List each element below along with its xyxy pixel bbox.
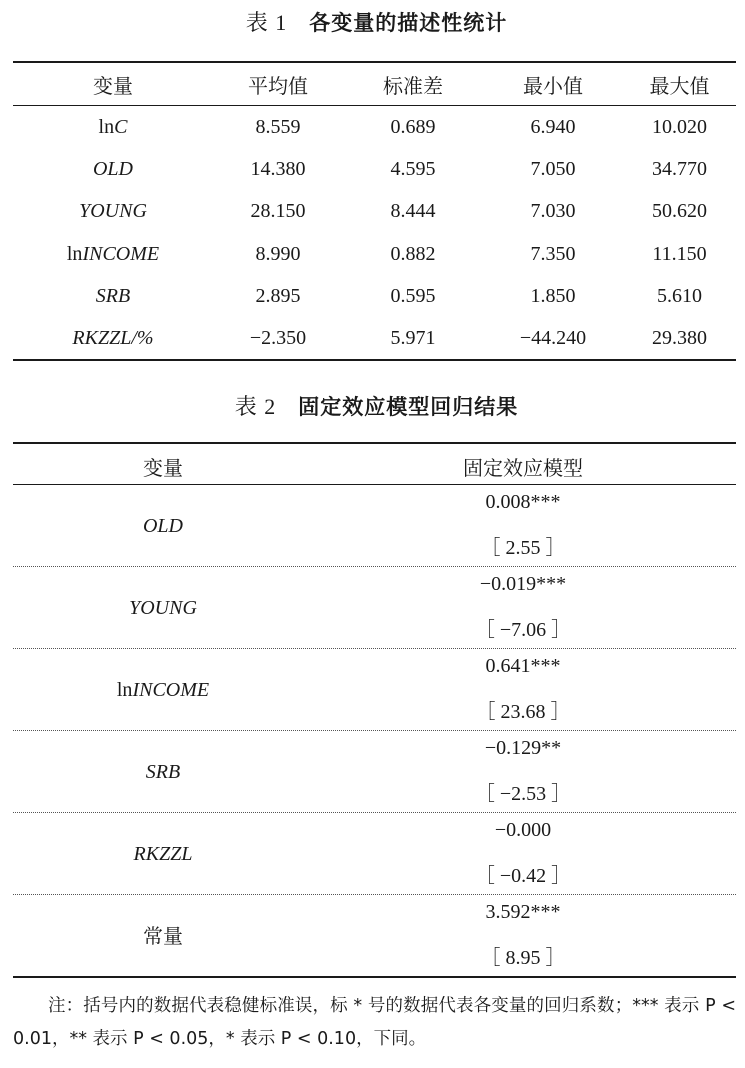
table2 bbox=[13, 485, 736, 977]
table2-caption bbox=[0, 390, 745, 421]
coefficient-cell: 3.592*** bbox=[485, 901, 561, 923]
min-cell: 7.030 bbox=[530, 200, 576, 223]
table2-header-variable: 变量 bbox=[143, 456, 183, 480]
table2-header-model: 固定效应模型 bbox=[463, 456, 583, 480]
mean-cell: 28.150 bbox=[250, 200, 306, 223]
variable-cell: 常量 bbox=[143, 924, 183, 948]
min-cell: 6.940 bbox=[530, 115, 576, 138]
sd-cell: 5.971 bbox=[390, 327, 436, 350]
table-row bbox=[13, 485, 736, 567]
table1-header-variable: 变量 bbox=[93, 73, 133, 98]
variable-cell: OLD bbox=[92, 157, 133, 180]
mean-cell: 14.380 bbox=[250, 157, 306, 180]
bracket-value-cell: ［ −7.06 ］ bbox=[474, 619, 572, 641]
sd-cell: 0.595 bbox=[390, 284, 436, 307]
mean-cell: −2.350 bbox=[249, 327, 307, 350]
variable-cell: lnC bbox=[98, 115, 128, 138]
row-divider bbox=[13, 566, 736, 567]
row-divider bbox=[13, 648, 736, 649]
mean-cell: 8.990 bbox=[255, 242, 301, 265]
min-cell: 7.050 bbox=[530, 157, 576, 180]
sd-cell: 4.595 bbox=[390, 157, 436, 180]
table-row bbox=[13, 731, 736, 813]
mean-cell: 8.559 bbox=[255, 115, 301, 138]
max-cell: 5.610 bbox=[657, 284, 702, 307]
coefficient-cell: −0.000 bbox=[494, 819, 552, 841]
table-row bbox=[13, 317, 736, 359]
variable-cell: OLD bbox=[142, 515, 183, 537]
table-row bbox=[13, 895, 736, 977]
max-cell: 50.620 bbox=[652, 200, 707, 223]
table2-title: 固定效应模型回归结果 bbox=[298, 395, 519, 419]
max-cell: 34.770 bbox=[652, 157, 707, 180]
table1-header-min: 最小值 bbox=[523, 73, 583, 98]
table2-label: 表 2 bbox=[234, 394, 277, 419]
coefficient-cell: −0.019*** bbox=[479, 573, 567, 595]
sd-cell: 0.882 bbox=[390, 242, 436, 265]
row-divider bbox=[13, 730, 736, 731]
sd-cell: 0.689 bbox=[390, 115, 436, 138]
variable-cell: lnINCOME bbox=[116, 679, 210, 701]
bracket-value-cell: ［ −2.53 ］ bbox=[474, 783, 572, 805]
min-cell: −44.240 bbox=[519, 327, 587, 350]
table1-bottom-rule bbox=[13, 359, 736, 361]
max-cell: 11.150 bbox=[652, 242, 707, 265]
variable-cell: lnINCOME bbox=[66, 242, 160, 265]
variable-cell: RKZZL bbox=[133, 843, 193, 865]
variable-cell: SRB bbox=[145, 761, 181, 783]
row-divider bbox=[13, 894, 736, 895]
coefficient-cell: −0.129** bbox=[484, 737, 562, 759]
table1-header-sd: 标准差 bbox=[383, 73, 443, 98]
table2-bottom-rule bbox=[13, 976, 736, 978]
bracket-value-cell: ［ 23.68 ］ bbox=[475, 701, 571, 723]
max-cell: 29.380 bbox=[652, 327, 707, 350]
table-note: 注：括号内的数据代表稳健标准误，标 * 号的数据代表各变量的回归系数；*** 表示 P < 0.01，** 表示 P < 0.05，* 表示 P < 0.10，下同。 bbox=[13, 996, 736, 1049]
variable-cell: SRB bbox=[95, 284, 131, 307]
variable-cell: RKZZL/% bbox=[72, 327, 154, 350]
sd-cell: 8.444 bbox=[390, 200, 436, 223]
table1 bbox=[13, 62, 736, 360]
mean-cell: 2.895 bbox=[255, 284, 301, 307]
table2-top-rule bbox=[13, 442, 736, 444]
table-row bbox=[13, 233, 736, 275]
table-row bbox=[13, 148, 736, 190]
variable-cell: YOUNG bbox=[79, 200, 147, 223]
table1-title: 各变量的描述性统计 bbox=[309, 11, 508, 35]
table-row bbox=[13, 191, 736, 233]
table-row bbox=[13, 567, 736, 649]
table-row bbox=[13, 106, 736, 148]
table-row bbox=[13, 275, 736, 317]
table1-header-row bbox=[13, 62, 736, 106]
table-row bbox=[13, 813, 736, 895]
min-cell: 1.850 bbox=[530, 284, 576, 307]
table1-header-mean: 平均值 bbox=[248, 73, 308, 98]
row-divider bbox=[13, 812, 736, 813]
bracket-value-cell: ［ −0.42 ］ bbox=[474, 865, 572, 887]
table1-header-max: 最大值 bbox=[649, 73, 710, 98]
variable-cell: YOUNG bbox=[129, 597, 197, 619]
table-row bbox=[13, 649, 736, 731]
min-cell: 7.350 bbox=[530, 242, 576, 265]
max-cell: 10.020 bbox=[652, 115, 707, 138]
bracket-value-cell: ［ 8.95 ］ bbox=[480, 947, 566, 969]
table1-label: 表 1 bbox=[245, 10, 288, 35]
coefficient-cell: 0.008*** bbox=[485, 491, 561, 513]
coefficient-cell: 0.641*** bbox=[485, 655, 561, 677]
table1-caption bbox=[0, 6, 745, 37]
bracket-value-cell: ［ 2.55 ］ bbox=[480, 537, 566, 559]
